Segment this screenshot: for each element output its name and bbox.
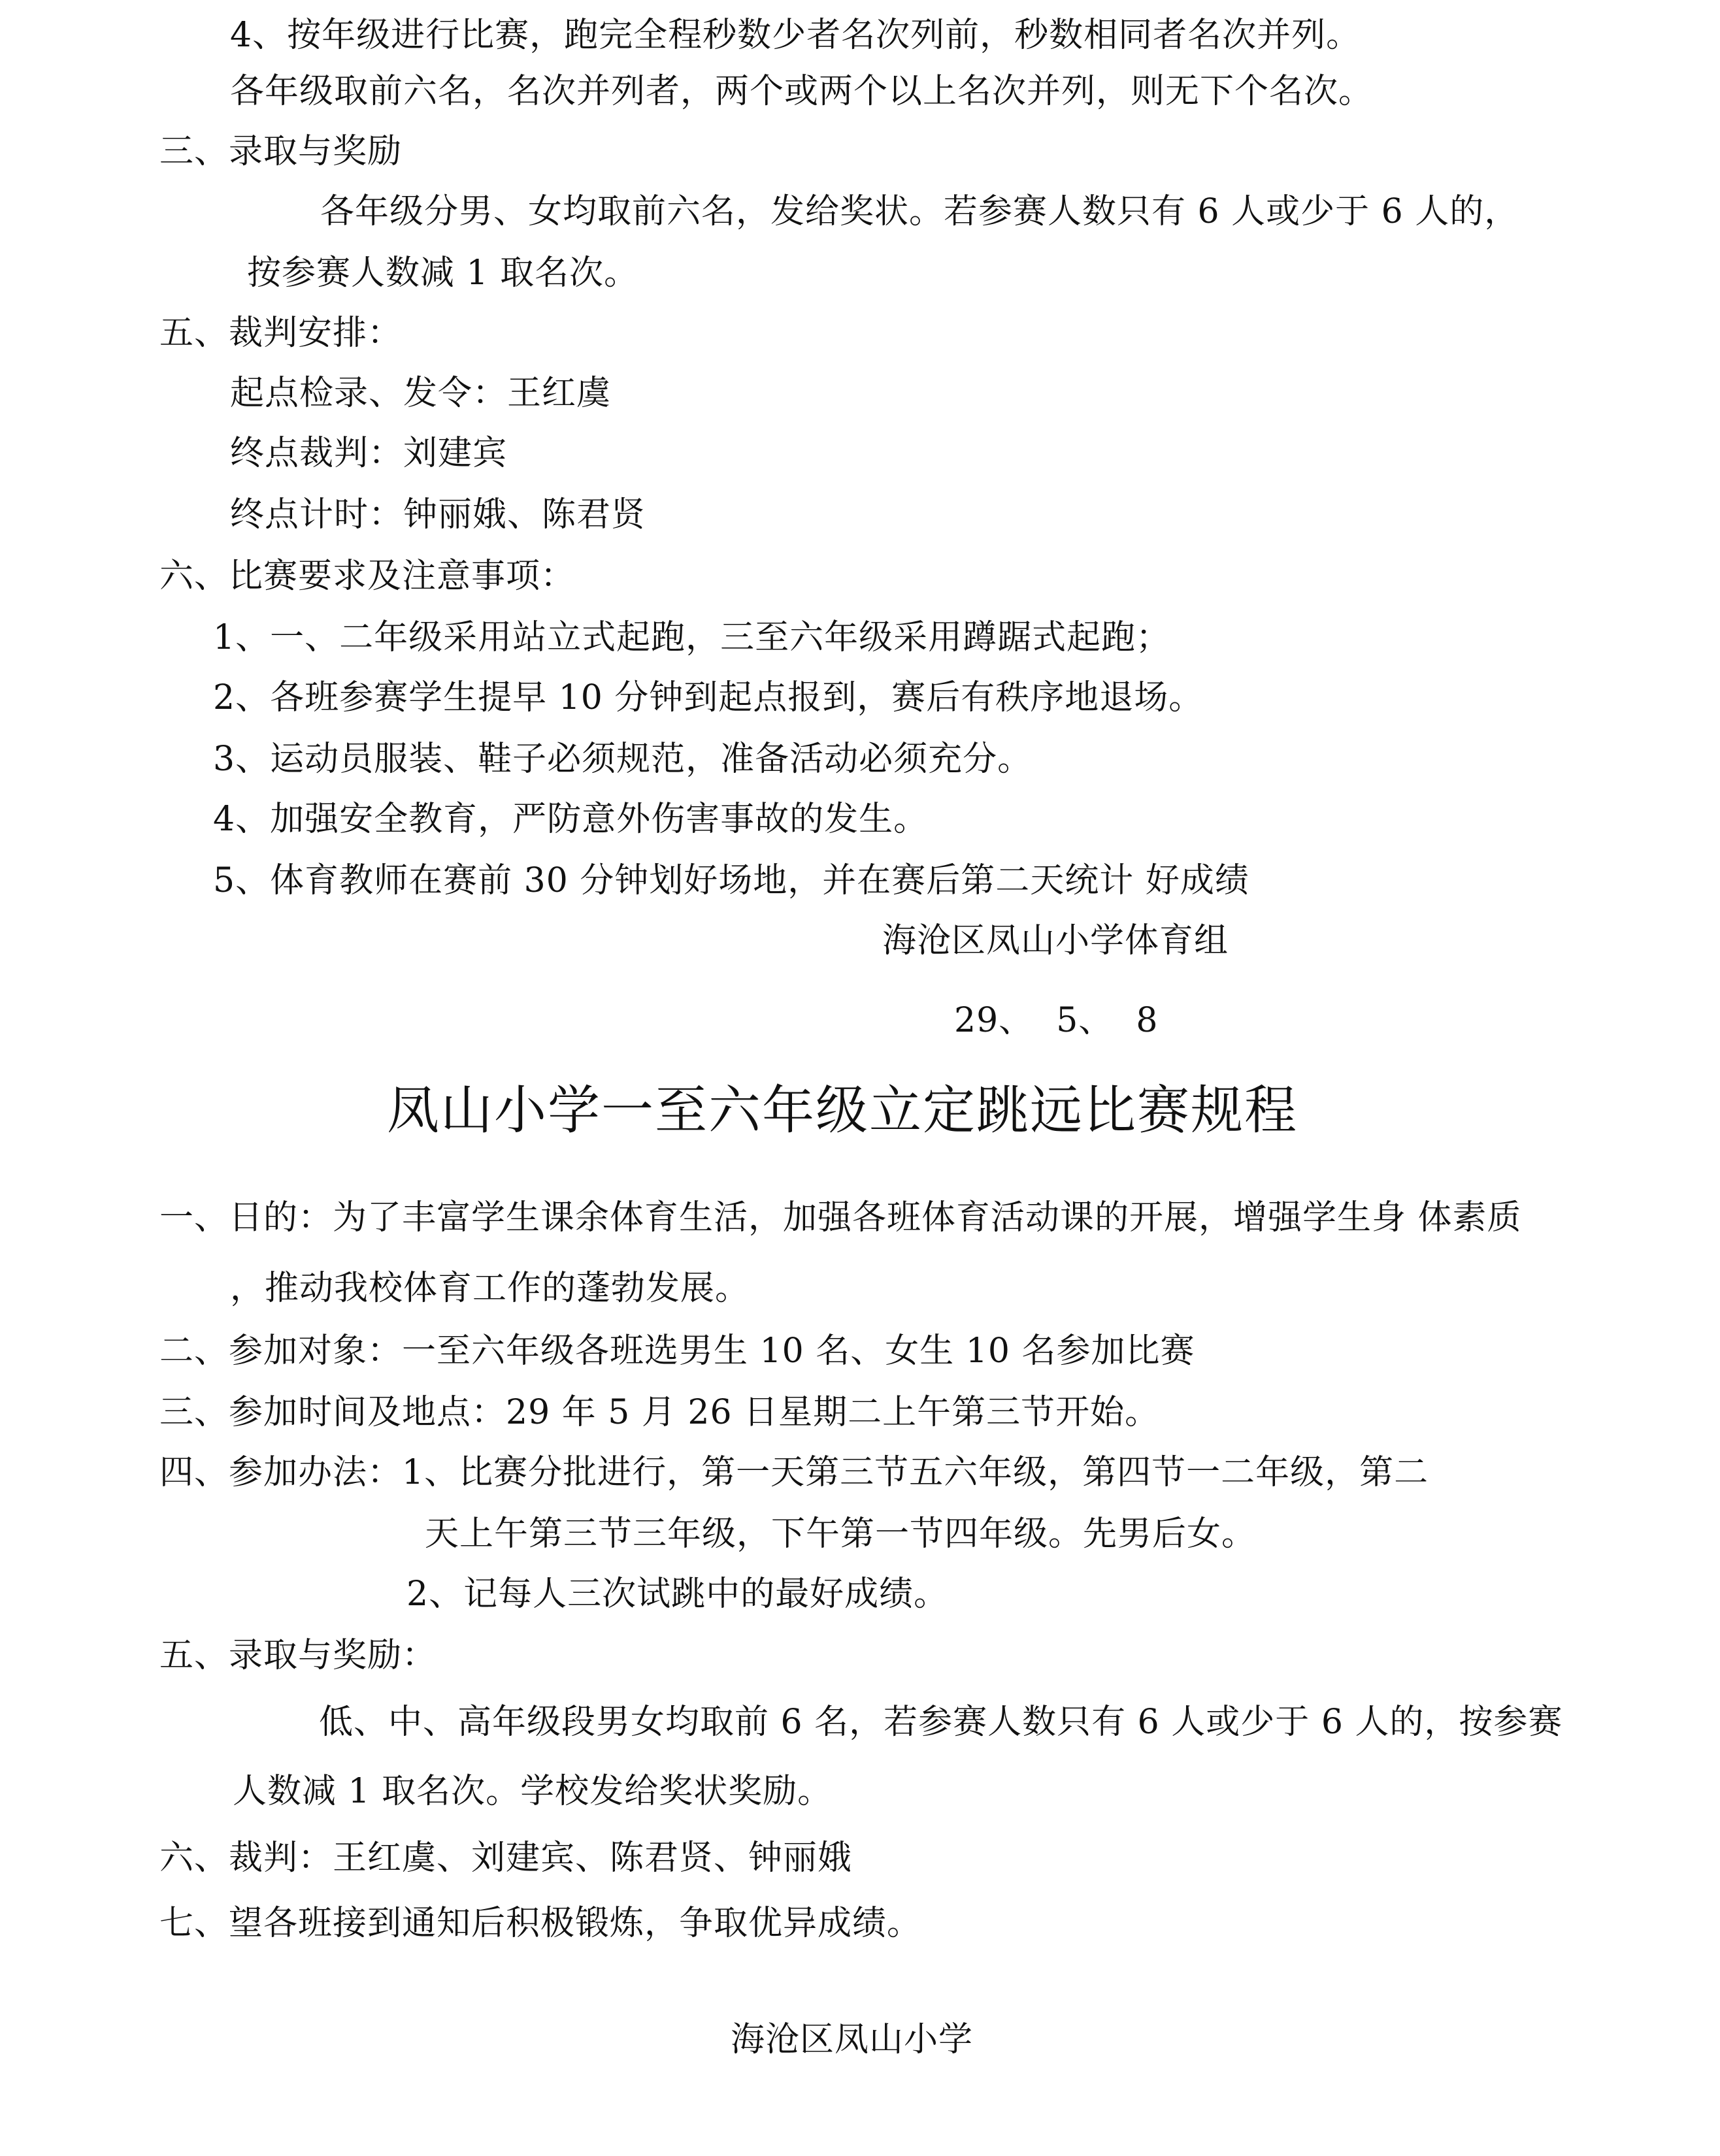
page-title: 凤山小学一至六年级立定跳远比赛规程 (387, 1080, 1298, 1141)
purpose-line-1: 一、日的：为了丰富学生课余体育生活，加强各班体育活动课的开展，增强学生身 体素质 (159, 1198, 1522, 1237)
requirement-1: 1、一、二年级采用站立式起跑，三至六年级采用蹲踞式起跑； (213, 618, 1171, 657)
award-line-1: 各年级分男、女均取前六名，发给奖状。若参赛人数只有 6 人或少于 6 人的， (320, 192, 1519, 231)
award-2-line-2: 人数减 1 取名次。学校发给奖状奖励。 (233, 1772, 833, 1811)
judges-list: 六、裁判：王红虞、刘建宾、陈君贤、钟丽娥 (159, 1838, 853, 1878)
method-line-1: 四、参加办法：1、比赛分批进行，第一天第三节五六年级，第四节一二年级，第二 (159, 1453, 1429, 1492)
heading-admission-award: 三、录取与奖励 (159, 132, 403, 171)
rule-4-line-1: 4、按年级进行比赛，跑完全程秒数少者名次列前，秒数相同者名次并列。 (230, 16, 1361, 55)
signature-pe-group: 海沧区凤山小学体育组 (882, 921, 1229, 960)
award-line-2: 按参赛人数减 1 取名次。 (247, 253, 639, 293)
rule-4-line-2: 各年级取前六名，名次并列者，两个或两个以上名次并列，则无下个名次。 (230, 72, 1374, 111)
requirement-4: 4、加强安全教育，严防意外伤害事故的发生。 (213, 800, 929, 839)
closing-notice: 七、望各班接到通知后积极锻炼，争取优异成绩。 (159, 1904, 922, 1943)
judge-start: 起点检录、发令：王红虞 (230, 374, 612, 413)
method-line-3: 2、记每人三次试跳中的最好成绩。 (406, 1575, 949, 1614)
requirement-3: 3、运动员服装、鞋子必须规范，准备活动必须充分。 (213, 740, 1033, 779)
purpose-line-2: ，推动我校体育工作的蓬勃发展。 (230, 1269, 750, 1308)
method-line-2: 天上午第三节三年级，下午第一节四年级。先男后女。 (425, 1514, 1257, 1554)
signature-school: 海沧区凤山小学 (731, 2020, 974, 2059)
participants: 二、参加对象：一至六年级各班选男生 10 名、女生 10 名参加比赛 (159, 1331, 1195, 1371)
judge-timing: 终点计时：钟丽娥、陈君贤 (230, 495, 646, 534)
time-place: 三、参加时间及地点：29 年 5 月 26 日星期二上午第三节开始。 (159, 1393, 1160, 1432)
heading-judges: 五、裁判安排： (159, 314, 403, 353)
heading-requirements: 六、比赛要求及注意事项： (159, 557, 576, 596)
requirement-5: 5、体育教师在赛前 30 分钟划好场地，并在赛后第二天统计 好成绩 (213, 861, 1249, 900)
requirement-2: 2、各班参赛学生提早 10 分钟到起点报到，赛后有秩序地退场。 (213, 678, 1204, 717)
judge-finish: 终点裁判：刘建宾 (230, 434, 508, 473)
heading-admission-award-2: 五、录取与奖励： (159, 1636, 437, 1675)
date: 29、 5、 8 (954, 1001, 1159, 1040)
award-2-line-1: 低、中、高年级段男女均取前 6 名，若参赛人数只有 6 人或少于 6 人的，按参赛 (319, 1703, 1563, 1742)
